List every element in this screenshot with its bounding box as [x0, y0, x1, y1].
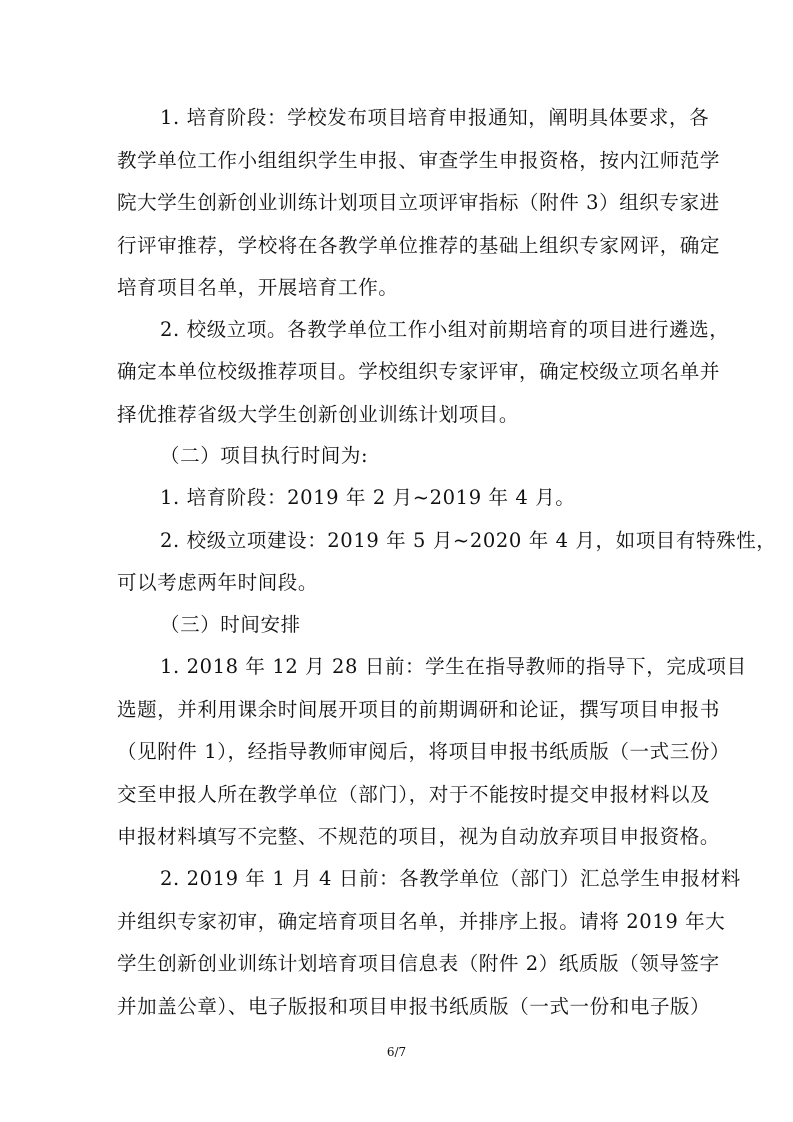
paragraph-line: 2. 校级立项。各教学单位工作小组对前期培育的项目进行遴选， [160, 318, 730, 341]
paragraph-line: 学生创新创业训练计划培育项目信息表（附件 2）纸质版（领导签字 [117, 952, 720, 975]
paragraph-line: 1. 培育阶段：2019 年 2 月~2019 年 4 月。 [160, 486, 576, 509]
paragraph-line: 行评审推荐，学校将在各教学单位推荐的基础上组织专家网评，确定 [117, 234, 721, 257]
paragraph-line: 确定本单位校级推荐项目。学校组织专家评审，确定校级立项名单并 [117, 360, 721, 383]
paragraph-line: 1. 培育阶段：学校发布项目培育申报通知，阐明具体要求，各 [160, 106, 710, 129]
paragraph-line: 教学单位工作小组组织学生申报、审查学生申报资格，按内江师范学 [117, 149, 721, 172]
paragraph-line: 2. 2019 年 1 月 4 日前：各教学单位（部门）汇总学生申报材料 [160, 867, 741, 890]
page-number: 6/7 [386, 1045, 407, 1059]
paragraph-line: 并加盖公章）、电子版报和项目申报书纸质版（一式一份和电子版） [117, 995, 711, 1018]
paragraph-line: 择优推荐省级大学生创新创业训练计划项目。 [117, 403, 520, 426]
paragraph-line: 申报材料填写不完整、不规范的项目，视为自动放弃项目申报资格。 [117, 825, 721, 848]
paragraph-line: 培育项目名单，开展培育工作。 [117, 276, 399, 299]
paragraph-line: 院大学生创新创业训练计划项目立项评审指标（附件 3）组织专家进 [117, 191, 720, 214]
section-heading: （三）时间安排 [160, 613, 301, 636]
paragraph-line: 交至申报人所在教学单位（部门），对于不能按时提交申报材料以及 [117, 783, 711, 806]
section-heading: （二）项目执行时间为: [160, 444, 369, 467]
paragraph-line: 选题，并利用课余时间展开项目的前期调研和论证，撰写项目申报书 [117, 698, 721, 721]
paragraph-line: 并组织专家初审，确定培育项目名单，并排序上报。请将 2019 年大 [117, 910, 726, 933]
paragraph-line: 可以考虑两年时间段。 [117, 571, 319, 594]
paragraph-line: 1. 2018 年 12 月 28 日前：学生在指导教师的指导下，完成项目 [160, 655, 747, 678]
paragraph-line: 2. 校级立项建设：2019 年 5 月~2020 年 4 月，如项目有特殊性， [160, 529, 777, 552]
paragraph-line: （见附件 1），经指导教师审阅后，将项目申报书纸质版（一式三份） [117, 740, 731, 763]
